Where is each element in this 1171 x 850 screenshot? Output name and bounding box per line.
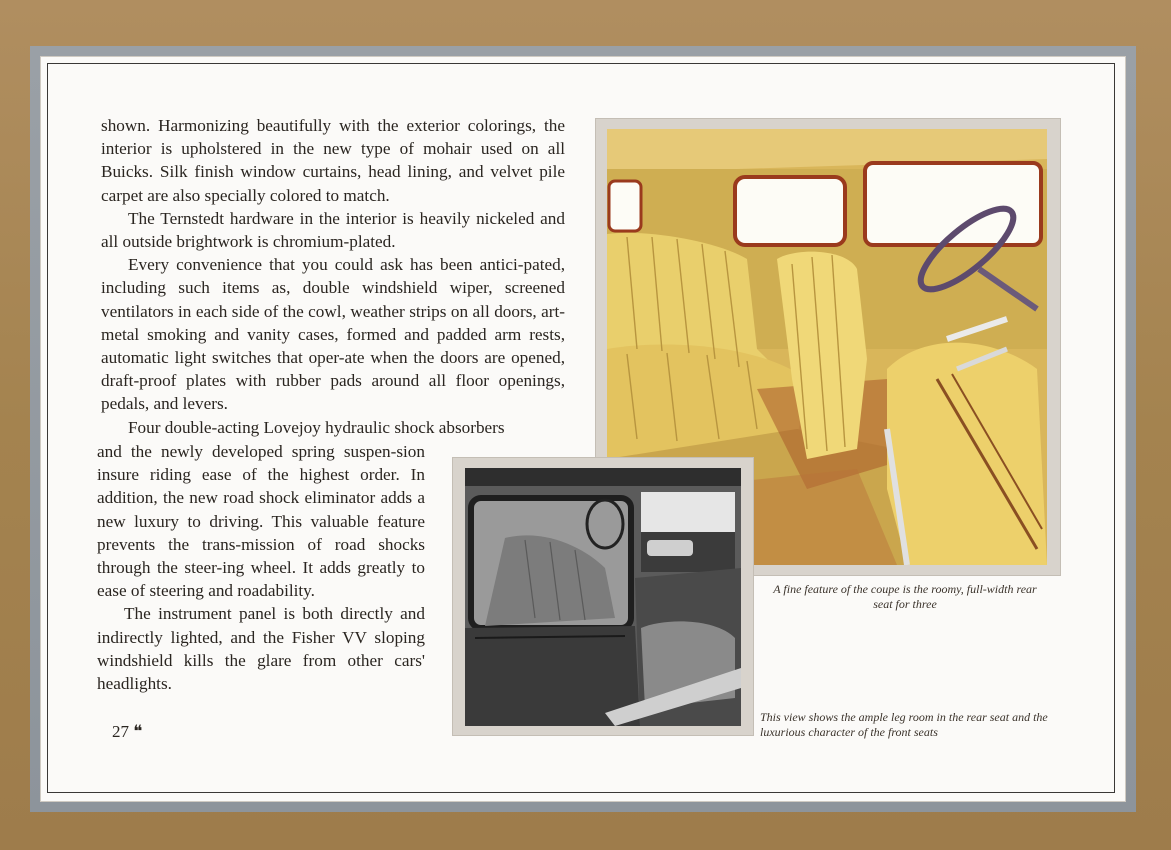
paragraph-4-continued: and the newly developed spring suspen-sion insure riding ease of the highest order. In addition, the new road shock eliminator adds a new luxury to driving. This valuable feature prevents the trans-mission of road shocks through the steer-ing wheel. It adds greatly to ease of steering and roadability. [97,442,425,601]
paragraph-2: The Ternstedt hardware in the interior is heavily nickeled and all outside brightwork is chromium-plated. [101,208,565,252]
bw-photo-frame [452,457,754,736]
caption-color-photo: A fine feature of the coupe is the roomy, full-width rear seat for three [773,582,1037,611]
caption-bw-photo: This view shows the ample leg room in the rear seat and the luxurious character of the front seats [760,710,1048,739]
coupe-interior-bw-photo [465,468,741,726]
page-number: 27 ❝ [112,722,143,741]
paragraph-3: Every convenience that you could ask has been antici-pated, including such items as, double windshield wiper, screened ventilators in each side of the cowl, weather strips on all doors, art-metal smoking and vanity cases, formed and padded arm rests, automatic light switches that oper-ate when the doors are opened, draft-proof plates with rubber pads around all floor openings, pedals, and levers. [101,255,565,414]
text-column-bottom [97,440,425,695]
paragraph-5: The instrument panel is both directly and indirectly lighted, and the Fisher VV sloping windshield kills the glare from other cars' headlights. [97,604,425,694]
paragraph-1: shown. Harmonizing beautifully with the exterior colorings, the interior is upholstered in the new type of mohair used on all Buicks. Silk finish window curtains, head lining, and velvet pile carpet are also specially colored to match. [101,116,565,205]
paragraph-4-start: Four double-acting Lovejoy hydraulic shock absorbers [128,417,505,437]
text-column-top [101,114,565,439]
